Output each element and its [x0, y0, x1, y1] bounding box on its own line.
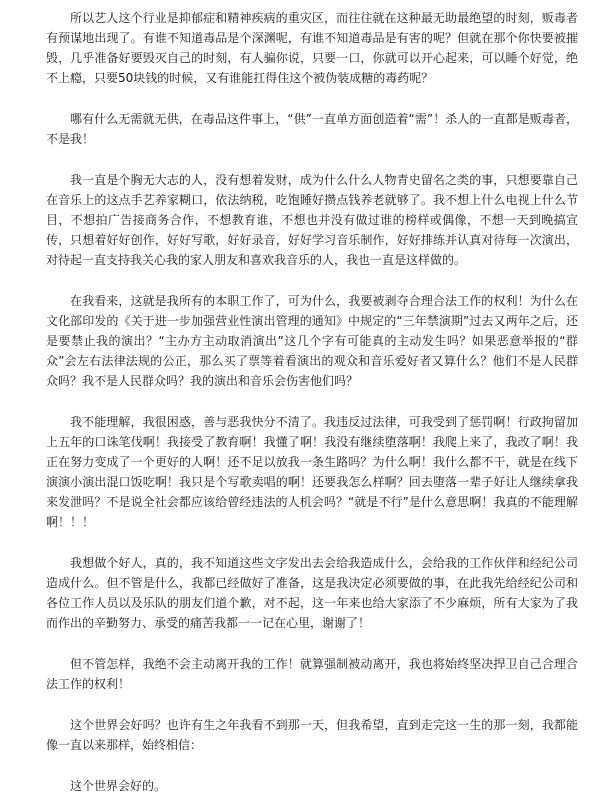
paragraph: 我不能理解，我很困惑，善与恶我快分不清了。我违反过法律，可我受到了惩罚啊！行政拘留加上五年的口诛笔伐啊！我接受了教育啊！我懂了啊！我没有继续堕落啊！我爬上来了，我改了啊！我正在努力变成了一个更好的人啊！还不足以放我一条生路吗？为什么啊！我什么都不干，就是在线下演演小演出混口饭吃啊！我只是个写歌卖唱的啊！还要我怎么样啊？回去堕落一辈子好让人继续拿我来发泄吗？不是说全社会都应该给曾经违法的人机会吗？“就是不行”是什么意思啊！我真的不能理解啊！！！ — [46, 415, 578, 529]
paragraph: 我想做个好人，真的，我不知道这些文字发出去会给我造成什么，会给我的工作伙伴和经纪公司造成什么。但不管是什么，我都已经做好了准备，这是我决定必须要做的事，在此我先给经纪公司和各位工作人员以及乐队的朋友们道个歉，对不起，这一年来也给大家添了不少麻烦，所有大家为了我而作出的辛勤努力、承受的痛苦我都一一记在心里，谢谢了！ — [46, 556, 578, 630]
paragraph: 这个世界会好的。 — [70, 779, 167, 793]
paragraph: 这个世界会好吗？也许有生之年我看不到那一天，但我希望，直到走完这一生的那一刻，我都能像一直以来那样，始终相信： — [46, 718, 578, 752]
paragraph: 所以艺人这个行业是抑郁症和精神疾病的重灾区，而往往就在这种最无助最绝望的时刻，贩毒者有预谋地出现了。有谁不知道毒品是个深渊呢，有谁不知道毒品是有害的呢？但就在那个你快要被摧毁，几乎准备好要毁灭自己的时刻，有人骗你说，只要一口，你就可以开心起来，可以睡个好觉，绝不上瘾，只要50块钱的时候，又有谁能扛得住这个被伪装成糖的毒药呢？ — [46, 11, 578, 85]
paragraph: 哪有什么无需就无供，在毒品这件事上，“供”一直单方面创造着“需”！杀人的一直都是贩毒者，不是我！ — [46, 112, 578, 146]
paragraph: 但不管怎样，我绝不会主动离开我的工作！就算强制被动离开，我也将始终坚决捍卫自己合理合法工作的权利！ — [46, 657, 578, 691]
paragraph: 我一直是个胸无大志的人，没有想着发财，成为什么什么人物青史留名之类的事，只想要靠自己在音乐上的这点手艺养家糊口，依法纳税，吃饱睡好攒点钱养老就够了。我不想上什么电视上什么节目，不想拍广告接商务合作，不想教育谁，不想也并没有做过谁的榜样或偶像，不想一天到晚搞宣传，只想着好好创作，好好写歌，好好录音，好好学习音乐制作，好好排练并认真对待每一次演出，对待起一直支持我关心我的家人朋友和喜欢我音乐的人，我也一直是这样做的。 — [46, 173, 578, 267]
paragraph: 在我看来，这就是我所有的本职工作了，可为什么，我要被剥夺合理合法工作的权利！为什么在文化部印发的《关于进一步加强营业性演出管理的通知》中规定的“三年禁演期”过去又两年之后，还是要禁止我的演出？“主办方主动取消演出”这几个字有可能真的主动发生吗？如果恶意举报的“群众”会左右法律法规的公正，那么买了票等着看演出的观众和音乐爱好者又算什么？他们不是人民群众吗？我不是人民群众吗？我的演出和音乐会伤害他们吗？ — [46, 294, 578, 388]
